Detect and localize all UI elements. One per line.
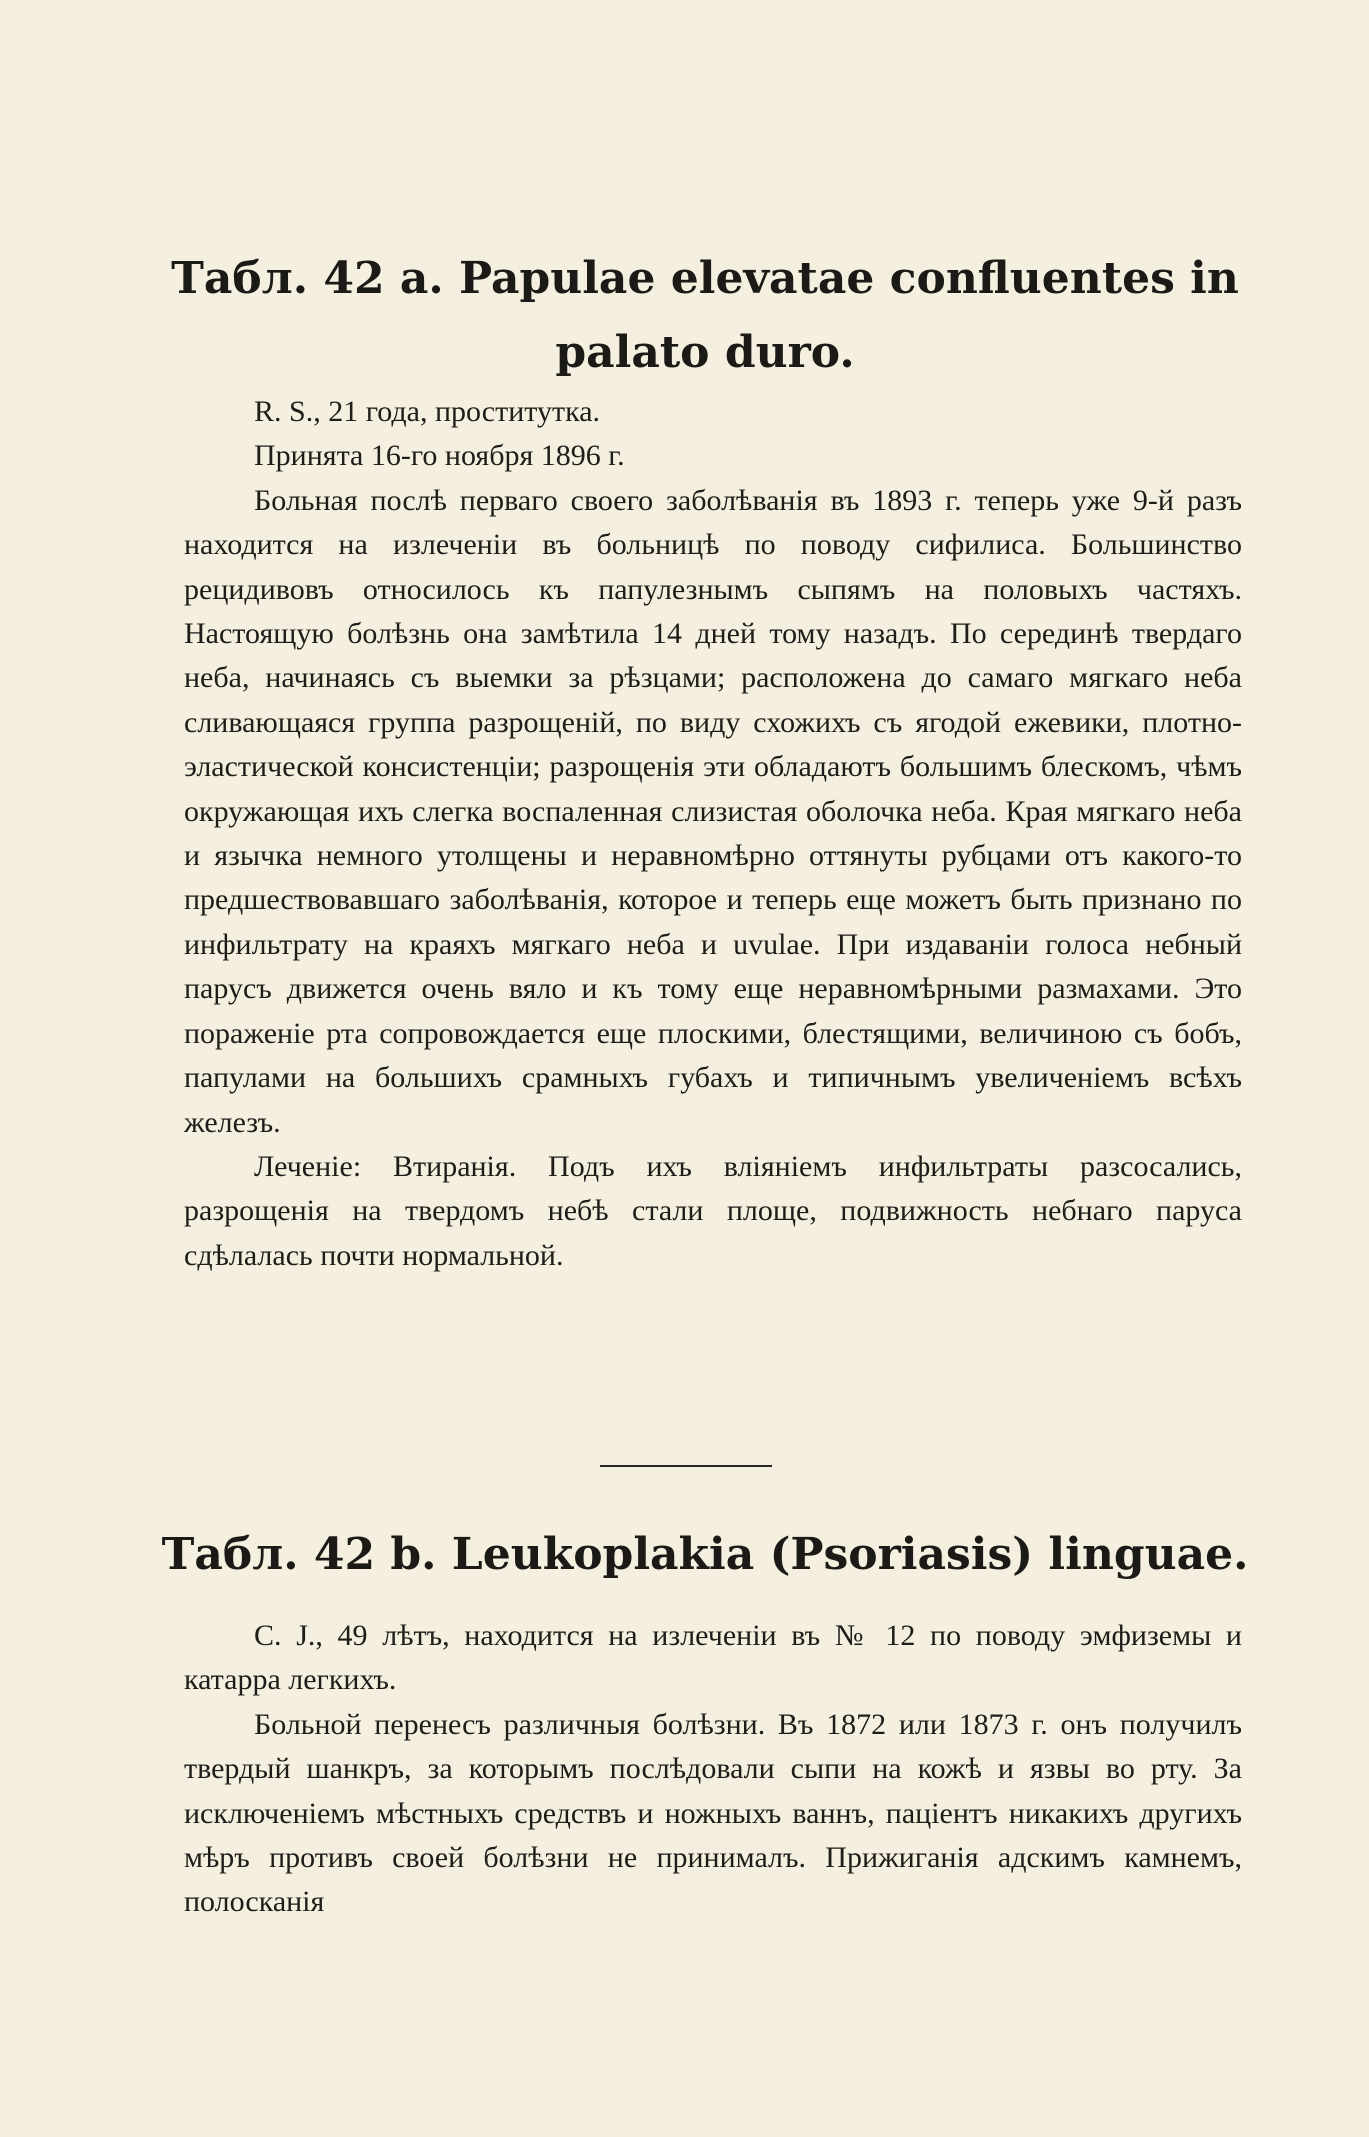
paragraph-admission: Принята 16-го ноября 1896 г. bbox=[254, 439, 625, 473]
section-title-table-42b: Табл. 42 b. Leukoplakia (Psoriasis) linguae. bbox=[161, 1529, 1249, 1580]
paragraph-case-history: Больной перенесъ различныя болѣзни. Въ 1872 или 1873 г. онъ получилъ твердый шанкръ, за которымъ послѣдовали сыпи на кожѣ и язвы во рту. За исключеніемъ мѣстныхъ средствъ и ножныхъ ваннъ, паціентъ никакихъ другихъ мѣръ противъ своей болѣзни не принималъ. Прижиганія адскимъ камнемъ, полосканія bbox=[184, 1707, 1242, 1919]
section-divider bbox=[600, 1465, 772, 1467]
paragraph-patient: C. J., 49 лѣтъ, находится на излеченіи въ № 12 по поводу эмфиземы и катарра легкихъ. bbox=[184, 1619, 1242, 1697]
paragraph-patient: R. S., 21 года, проститутка. bbox=[254, 395, 601, 428]
paragraph-case-history: Больная послѣ перваго своего заболѣванія въ 1893 г. теперь уже 9-й разъ находится на излеченіи въ больницѣ по поводу сифилиса. Большинство рецидивовъ относилось къ папулезнымъ сыпямъ на половыхъ частяхъ. Настоящую болѣзнь она замѣтила 14 дней тому назадъ. По серединѣ твердаго неба, начинаясь съ выемки за рѣзцами; расположена до самаго мягкаго неба сливающаяся группа разрощеній, по виду схожихъ съ ягодой ежевики, плотно-эластической консистенціи; разрощенія эти обладаютъ большимъ блескомъ, чѣмъ окружающая ихъ слегка воспаленная слизистая оболочка неба. Края мягкаго неба и язычка немного утолщены и неравномѣрно оттянуты рубцами отъ какого-то предшествовавшаго заболѣванія, которое и теперь еще можетъ быть признано по инфильтрату на краяхъ мягкаго неба и uvulae. При издаваніи голоса небный парусъ движется очень вяло и къ тому еще неравномѣрными размахами. Это пораженіе рта сопровождается еще плоскими, блестящими, величиною съ бобъ, папулами на большихъ срамныхъ губахъ и типичнымъ увеличеніемъ всѣхъ железъ. bbox=[184, 483, 1242, 1139]
section-title-table-42a: Табл. 42 a. Papulae elevatae confluentes in palato duro. bbox=[171, 253, 1239, 378]
section-body-table-42a bbox=[184, 390, 1242, 1278]
section-body-table-42b bbox=[184, 1614, 1242, 1925]
paragraph-treatment: Леченіе: Втиранія. Подъ ихъ вліяніемъ инфильтраты разсосались, разрощенія на твердомъ небѣ стали площе, подвижность небнаго паруса сдѣлалась почти нормальной. bbox=[184, 1149, 1242, 1272]
